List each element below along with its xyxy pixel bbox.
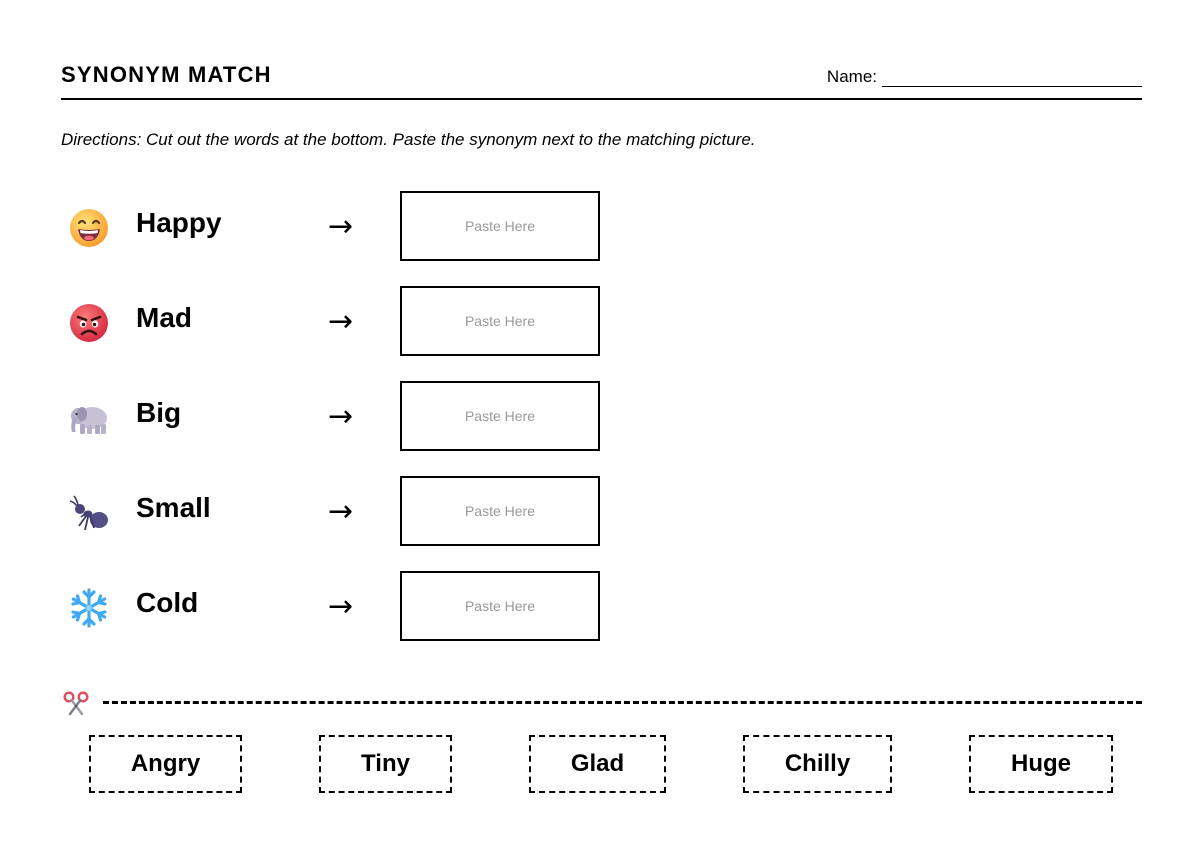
worksheet-header — [61, 60, 1142, 100]
worksheet-page — [61, 0, 1142, 857]
row-word: Happy — [136, 207, 222, 238]
name-field[interactable] — [882, 66, 1142, 87]
name-field-group — [827, 66, 1142, 87]
cutout-card[interactable]: Tiny — [319, 735, 452, 793]
directions-text: Directions: Cut out the words at the bottom. Paste the synonym next to the matching picture. — [61, 130, 756, 149]
paste-box[interactable]: Paste Here — [400, 571, 600, 641]
arrow-icon: → — [328, 589, 354, 624]
grinning-face-icon — [68, 207, 110, 249]
paste-box[interactable]: Paste Here — [400, 191, 600, 261]
paste-box[interactable]: Paste Here — [400, 381, 600, 451]
arrow-icon: → — [328, 494, 354, 529]
cut-line — [61, 690, 1142, 714]
match-row-mad — [61, 286, 661, 356]
row-word: Big — [136, 397, 182, 428]
angry-face-icon — [68, 302, 110, 344]
arrow-icon: → — [328, 304, 354, 339]
row-word: Mad — [136, 302, 192, 333]
paste-box[interactable]: Paste Here — [400, 476, 600, 546]
match-rows — [61, 191, 661, 666]
match-row-happy — [61, 191, 661, 261]
cutout-card[interactable]: Glad — [529, 735, 666, 793]
dashed-cut-line — [103, 701, 1142, 704]
snowflake-icon — [68, 587, 110, 629]
name-label: Name: — [826, 67, 877, 86]
match-row-big — [61, 381, 661, 451]
page-title: SYNONYM MATCH — [61, 62, 272, 87]
arrow-icon: → — [328, 399, 354, 434]
row-word: Cold — [136, 587, 199, 618]
cutout-card[interactable]: Angry — [89, 735, 242, 793]
elephant-icon — [68, 397, 110, 439]
row-word: Small — [136, 492, 211, 523]
paste-box[interactable]: Paste Here — [400, 286, 600, 356]
match-row-small — [61, 476, 661, 546]
scissors-icon — [63, 690, 89, 716]
cutout-card[interactable]: Huge — [969, 735, 1113, 793]
match-row-cold — [61, 571, 661, 641]
arrow-icon: → — [328, 209, 354, 244]
cutout-card[interactable]: Chilly — [743, 735, 892, 793]
cutout-words — [61, 735, 1142, 797]
ant-icon — [68, 492, 110, 534]
